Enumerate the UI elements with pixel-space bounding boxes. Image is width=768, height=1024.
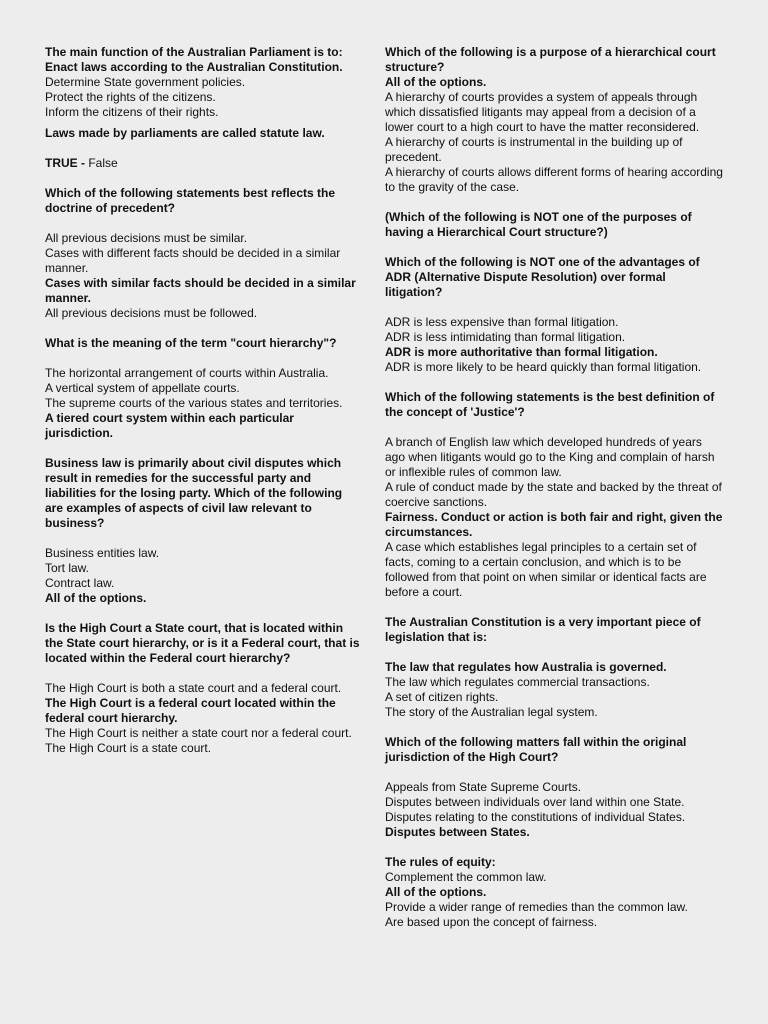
answer-option: All previous decisions must be followed. (45, 306, 258, 320)
true-label: TRUE - (45, 156, 85, 170)
answer-option-correct: All of the options. (385, 885, 487, 899)
answer-option: The supreme courts of the various states and territories. (45, 396, 343, 410)
answer-option: Contract law. (45, 576, 115, 590)
answer-option: Inform the citizens of their rights. (45, 105, 219, 119)
question-block-7 (385, 45, 723, 195)
answer-option: Business entities law. (45, 546, 160, 560)
false-label: False (88, 156, 118, 170)
answer-option-correct: Cases with similar facts should be decided in a similar manner. (45, 276, 356, 305)
answer-option: Tort law. (45, 561, 90, 575)
question-text: The Australian Constitution is a very important piece of legislation that is: (385, 615, 701, 644)
answer-option-correct: A tiered court system within each particular jurisdiction. (45, 411, 294, 440)
answer-option: Appeals from State Supreme Courts. (385, 780, 582, 794)
answer-option: The story of the Australian legal system. (385, 705, 598, 719)
answer-option: The horizontal arrangement of courts within Australia. (45, 366, 329, 380)
answer-option: Provide a wider range of remedies than the common law. (385, 900, 688, 914)
question-text: Which of the following statements is the best definition of the concept of 'Justice'? (385, 390, 715, 419)
question-block-3 (45, 186, 363, 321)
answer-option: Cases with different facts should be decided in a similar manner. (45, 246, 341, 275)
note-text: (Which of the following is NOT one of the purposes of having a Hierarchical Court structure?) (385, 210, 692, 239)
answer-option: A rule of conduct made by the state and backed by the threat of coercive sanctions. (385, 480, 722, 509)
answer-option-correct: ADR is more authoritative than formal litigation. (385, 345, 658, 359)
answer-option-correct: All of the options. (45, 591, 147, 605)
question-text: Is the High Court a State court, that is located within the State court hierarchy, or is it a Federal court, that is located within the Federal court hierarchy? (45, 621, 360, 665)
answer-option: Are based upon the concept of fairness. (385, 915, 598, 929)
answer-option: Disputes between individuals over land within one State. (385, 795, 685, 809)
question-text: Laws made by parliaments are called statute law. (45, 126, 325, 140)
answer-option-correct: Disputes between States. (385, 825, 530, 839)
question-text: The main function of the Australian Parliament is to: (45, 45, 343, 59)
answer-option: A case which establishes legal principles to a certain set of facts, coming to a certain conclusion, and which is to be followed from that point on when similar or identical facts are before a court. (385, 540, 707, 599)
question-block-10 (385, 615, 723, 720)
question-text: Which of the following is a purpose of a hierarchical court structure? (385, 45, 716, 74)
answer-option: ADR is more likely to be heard quickly than formal litigation. (385, 360, 702, 374)
answer-option-correct: All of the options. (385, 75, 487, 89)
true-false-answer (45, 156, 363, 171)
answer-option: The law which regulates commercial transactions. (385, 675, 650, 689)
answer-option: A hierarchy of courts allows different forms of hearing according to the gravity of the case. (385, 165, 723, 194)
answer-option: A branch of English law which developed hundreds of years ago when litigants would go to the King and complain of harsh or inflexible rules of common law. (385, 435, 715, 479)
question-block-12 (385, 855, 723, 930)
question-block-9 (385, 390, 723, 600)
answer-option: A vertical system of appellate courts. (45, 381, 240, 395)
answer-option: A set of citizen rights. (385, 690, 499, 704)
answer-option: A hierarchy of courts provides a system of appeals through which dissatisfied litigants may appeal from a decision of a lower court to a high court to have the matter reconsidered. (385, 90, 700, 134)
answer-option-correct: The law that regulates how Australia is governed. (385, 660, 667, 674)
question-block-1 (45, 45, 363, 120)
question-text: Which of the following matters fall within the original jurisdiction of the High Court? (385, 735, 687, 764)
answer-option: ADR is less intimidating than formal litigation. (385, 330, 626, 344)
question-block-8 (385, 255, 723, 375)
question-block-5 (45, 456, 363, 606)
question-block-4 (45, 336, 363, 441)
answer-option: The High Court is neither a state court nor a federal court. (45, 726, 352, 740)
question-block-2 (45, 126, 363, 171)
question-text: Which of the following statements best reflects the doctrine of precedent? (45, 186, 336, 215)
answer-option: The High Court is both a state court and a federal court. (45, 681, 342, 695)
answer-option: All previous decisions must be similar. (45, 231, 248, 245)
answer-option: Determine State government policies. (45, 75, 246, 89)
question-text: Business law is primarily about civil disputes which result in remedies for the successful party and liabilities for the losing party. Which of the following are examples of aspects of civil law relevant to business? (45, 456, 343, 530)
answer-option: Protect the rights of the citizens. (45, 90, 216, 104)
answer-option: Complement the common law. (385, 870, 547, 884)
answer-option-correct: The High Court is a federal court located within the federal court hierarchy. (45, 696, 336, 725)
question-text: Which of the following is NOT one of the advantages of ADR (Alternative Dispute Resolution) over formal litigation? (385, 255, 700, 299)
left-column (45, 45, 363, 756)
question-block-11 (385, 735, 723, 840)
note-block (385, 210, 723, 240)
question-text: What is the meaning of the term "court hierarchy"? (45, 336, 337, 350)
right-column (385, 45, 723, 930)
question-block-6 (45, 621, 363, 756)
answer-option-correct: Fairness. Conduct or action is both fair and right, given the circumstances. (385, 510, 723, 539)
answer-option: ADR is less expensive than formal litigation. (385, 315, 619, 329)
answer-option-correct: Enact laws according to the Australian Constitution. (45, 60, 343, 74)
answer-option: A hierarchy of courts is instrumental in the building up of precedent. (385, 135, 683, 164)
answer-option: Disputes relating to the constitutions of individual States. (385, 810, 686, 824)
answer-option: The High Court is a state court. (45, 741, 212, 755)
question-text: The rules of equity: (385, 855, 496, 869)
